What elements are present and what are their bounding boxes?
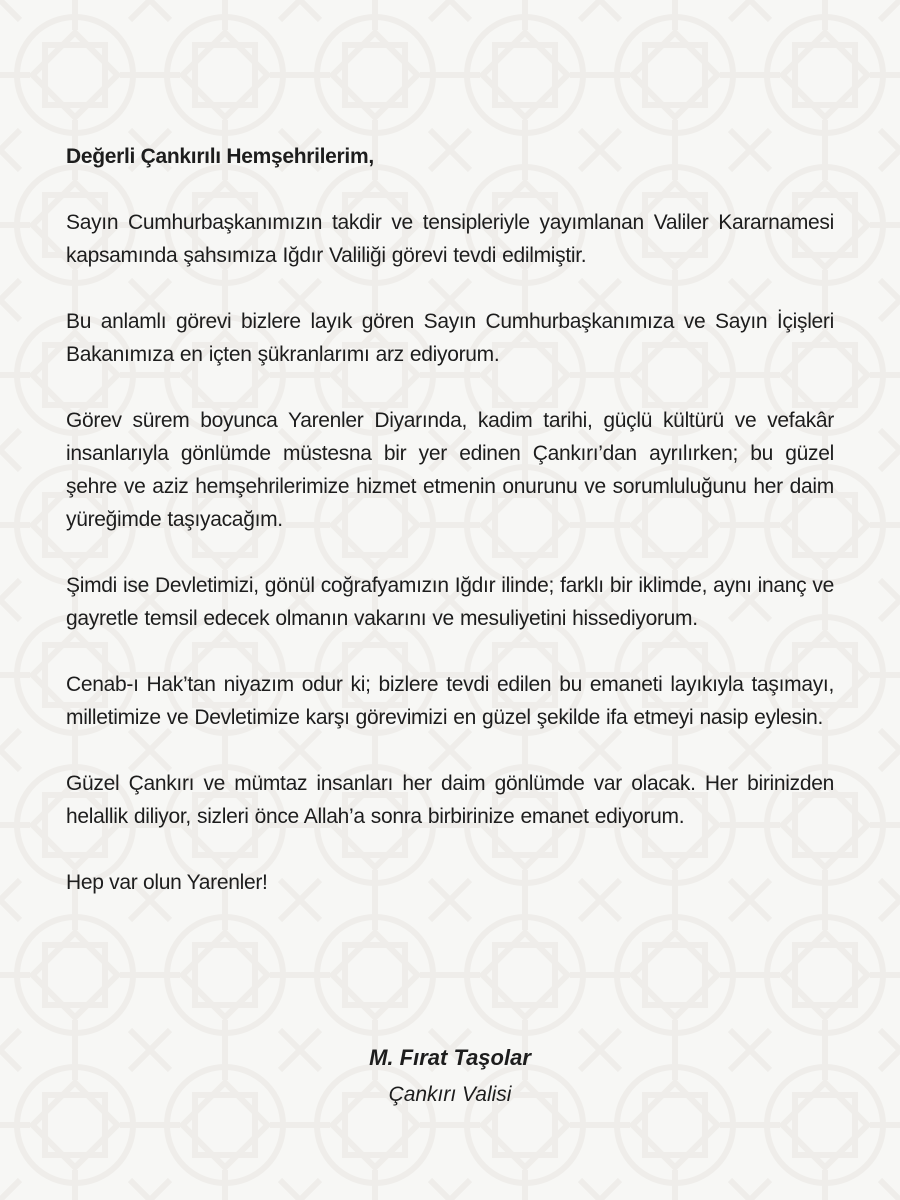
letter-paragraph: Güzel Çankırı ve mümtaz insanları her daim gönlümde var olacak. Her birinizden helallik diliyor, sizleri önce Allah’a sonra birbirinize emanet ediyorum. bbox=[66, 772, 834, 828]
signature-title: Çankırı Valisi bbox=[388, 1083, 512, 1106]
letter-body bbox=[66, 140, 834, 899]
letter-paragraph: Şimdi ise Devletimizi, gönül coğrafyamızın Iğdır ilinde; farklı bir iklimde, aynı inanç ve gayretle temsil edecek olmanın vakarını ve mesuliyetini hissediyorum. bbox=[66, 574, 834, 630]
letter-closing: Hep var olun Yarenler! bbox=[66, 871, 268, 894]
signature-name: M. Fırat Taşolar bbox=[369, 1045, 531, 1070]
letter-paragraph: Sayın Cumhurbaşkanımızın takdir ve tensipleriyle yayımlanan Valiler Kararnamesi kapsamında şahsımıza Iğdır Valiliği görevi tevdi edilmiştir. bbox=[66, 211, 834, 267]
letter-paragraph: Görev sürem boyunca Yarenler Diyarında, kadim tarihi, güçlü kültürü ve vefakâr insanlarıyla gönlümde müstesna bir yer edinen Çankırı’dan ayrılırken; bu güzel şehre ve aziz hemşehrilerimize hizmet etmenin onurunu ve sorumluluğunu her daim yüreğimde taşıyacağım. bbox=[66, 409, 834, 531]
letter-paragraph: Bu anlamlı görevi bizlere layık gören Sayın Cumhurbaşkanımıza ve Sayın İçişleri Bakanımıza en içten şükranlarımı arz ediyorum. bbox=[66, 310, 834, 366]
letter-paragraph: Cenab-ı Hak’tan niyazım odur ki; bizlere tevdi edilen bu emaneti layıkıyla taşımayı, milletimize ve Devletimize karşı görevimizi en güzel şekilde ifa etmeyi nasip eylesin. bbox=[66, 673, 834, 729]
letter-greeting: Değerli Çankırılı Hemşehrilerim, bbox=[66, 145, 374, 168]
